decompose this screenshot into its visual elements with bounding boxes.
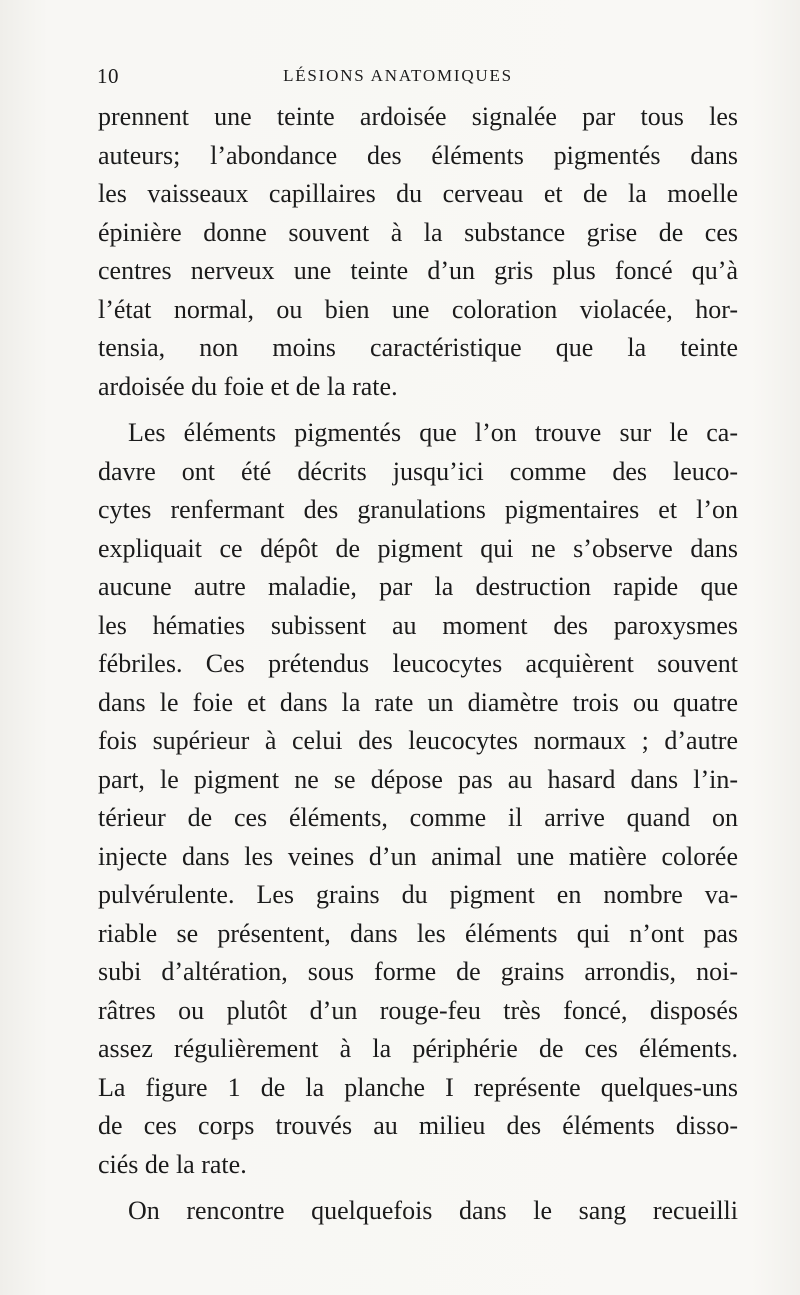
text-line: centres nerveux une teinte d’un gris plus foncé qu’à — [98, 256, 738, 285]
text-line: les hématies subissent au moment des paroxysmes — [98, 610, 738, 640]
text-line: épinière donne souvent à la substance grise de ces — [98, 217, 738, 247]
text-line: Les éléments pigmentés que l’on trouve sur le ca- — [128, 418, 738, 447]
text-line: fois supérieur à celui des leucocytes normaux ; d’autre — [98, 726, 738, 755]
running-head — [97, 64, 737, 94]
paragraph-3 — [98, 1192, 738, 1231]
text-line: ciés de la rate. — [98, 1149, 247, 1179]
page-number: 10 — [97, 64, 119, 88]
text-line: injecte dans les veines d’un animal une matière colorée — [98, 841, 738, 871]
text-line: prennent une teinte ardoisée signalée par tous les — [98, 102, 738, 131]
paragraph-1 — [98, 98, 738, 406]
text-line: fébriles. Ces prétendus leucocytes acquièrent souvent — [98, 649, 738, 678]
text-line: expliquait ce dépôt de pigment qui ne s’observe dans — [98, 533, 738, 563]
text-line: ardoisée du foie et de la rate. — [98, 371, 398, 401]
text-line: subi d’altération, sous forme de grains arrondis, noi- — [98, 957, 738, 986]
text-line: part, le pigment ne se dépose pas au hasard dans l’in- — [98, 764, 738, 794]
paragraph-2 — [98, 414, 738, 1184]
body-text — [98, 98, 738, 1231]
running-head-title: LÉSIONS ANATOMIQUES — [283, 66, 513, 85]
text-line: riable se présentent, dans les éléments qui n’ont pas — [98, 918, 738, 948]
text-line: râtres ou plutôt d’un rouge-feu très foncé, disposés — [98, 995, 738, 1025]
text-line: l’état normal, ou bien une coloration violacée, hor- — [98, 294, 738, 324]
text-line: auteurs; l’abondance des éléments pigmentés dans — [98, 140, 738, 170]
text-line: de ces corps trouvés au milieu des éléments disso- — [98, 1111, 738, 1140]
text-line: tensia, non moins caractéristique que la teinte — [98, 333, 738, 362]
text-line: les vaisseaux capillaires du cerveau et de la moelle — [98, 179, 738, 208]
text-line: térieur de ces éléments, comme il arrive quand on — [98, 803, 738, 832]
text-line: aucune autre maladie, par la destruction rapide que — [98, 572, 738, 601]
text-line: La figure 1 de la planche I représente quelques-uns — [98, 1072, 738, 1102]
text-line: davre ont été décrits jusqu’ici comme des leuco- — [98, 456, 738, 486]
text-line: dans le foie et dans la rate un diamètre trois ou quatre — [98, 687, 738, 717]
text-line: cytes renfermant des granulations pigmentaires et l’on — [98, 495, 738, 524]
text-line: pulvérulente. Les grains du pigment en nombre va- — [98, 880, 738, 909]
text-line: assez régulièrement à la périphérie de ces éléments. — [98, 1034, 738, 1063]
text-line: On rencontre quelquefois dans le sang recueilli — [128, 1196, 738, 1225]
